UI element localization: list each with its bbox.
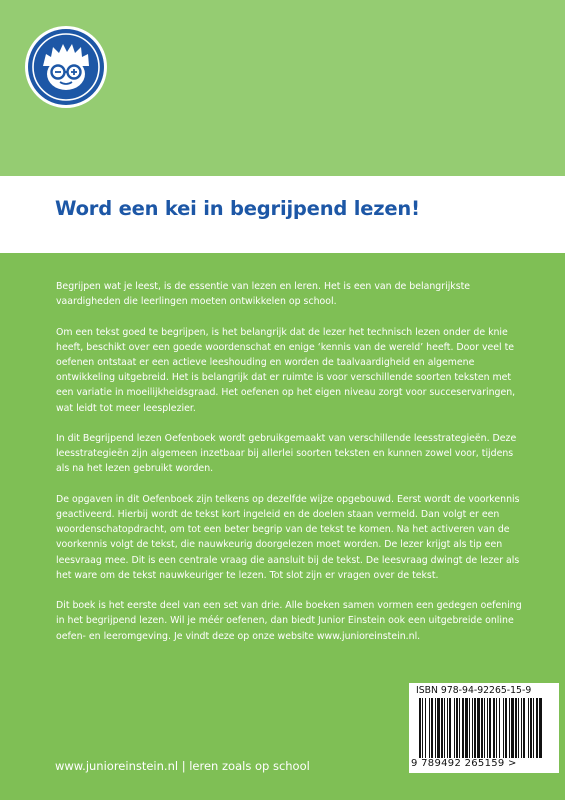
- paragraph: Dit boek is het eerste deel van een set van drie. Alle boeken samen vormen een gedegen oefening in het begrijpend lezen. Wil je méér oefenen, dan biedt Junior Einstein ook een uitgebreide online oefen- en leeromgeving. Je vindt deze op onze website www.junioreinstein.nl.: [56, 600, 522, 642]
- body-text: [56, 279, 526, 659]
- isbn-text: ISBN 978-94-92265-15-9: [416, 685, 532, 696]
- paragraph: Om een tekst goed te begrijpen, is het belangrijk dat de lezer het technisch lezen onder de knie heeft, beschikt over een goede woordenschat en enige ‘kennis van de wereld’ heeft. Door veel te oefenen ontstaat er een actieve leeshouding en worden de taalvaardigheid en algemene ontwikkeling uitgebreid. Het is belangrijk dat er ruimte is voor verschillende soorten teksten met een variatie in moeilijkheidsgraad. Het oefenen op het eigen niveau zorgt voor succeservaringen, wat leidt tot meer leesplezier.: [56, 326, 516, 414]
- page-title: Word een kei in begrijpend lezen!: [55, 197, 420, 220]
- barcode-icon: [419, 698, 543, 758]
- barcode-digits: 9 789492 265159 >: [411, 758, 517, 769]
- paragraph: In dit Begrijpend lezen Oefenboek wordt gebruikgemaakt van verschillende leesstrategieën. Deze leesstrategieën zijn algemeen inzetbaar bij allerlei soorten teksten en kunnen zowel voor, tijdens als na het lezen gebruikt worden.: [56, 433, 517, 475]
- paragraph: De opgaven in dit Oefenboek zijn telkens op dezelfde wijze opgebouwd. Eerst wordt de voorkennis geactiveerd. Hierbij wordt de tekst kort ingeleid en de doelen staan vermeld. Dan volgt er een woordenschatopdracht, om tot een beter begrip van de tekst te komen. Na het activeren van de voorkennis volgt de tekst, die nauwkeurig doorgelezen moet worden. De lezer krijgt als tip een leesvraag mee. Dit is een centrale vraag die aansluit bij de tekst. De leesvraag dwingt de lezer als het ware om de tekst nauwkeuriger te lezen. Tot slot zijn er vragen over de tekst.: [56, 493, 520, 581]
- footer-text: www.junioreinstein.nl | leren zoals op school: [55, 759, 310, 773]
- barcode-box: [409, 683, 559, 773]
- junior-einstein-logo-icon: [25, 26, 107, 108]
- paragraph: Begrijpen wat je leest, is de essentie van lezen en leren. Het is een van de belangrijkste vaardigheden die leerlingen moeten ontwikkelen op school.: [56, 281, 471, 308]
